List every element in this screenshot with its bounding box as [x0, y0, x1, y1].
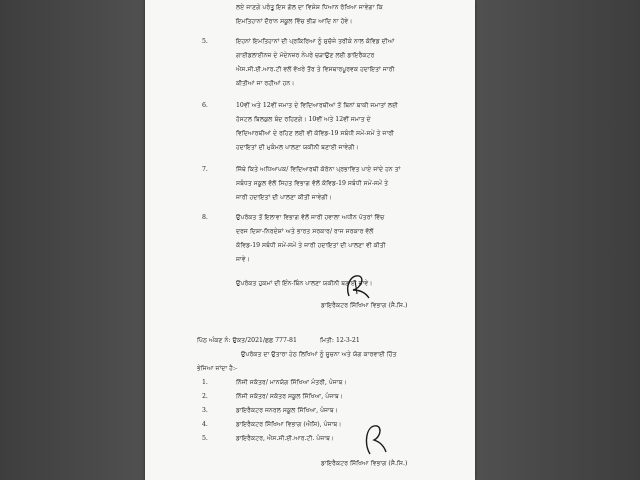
signature-2-icon	[360, 420, 390, 458]
item5-line-3: ਐਸ.ਸੀ.ਈ.ਆਰ.ਟੀ ਵਲੋਂ ਵੱਖਰੇ ਤੌਰ ਤੇ ਵਿਸਥਾਰਪੂਰਵਕ ਹਦਾਇਤਾਂ ਜਾਰੀ	[236, 66, 395, 73]
recipient-text: ਡਾਇਰੈਕਟਰ, ਐਸ.ਸੀ.ਈ.ਆਰ.ਟੀ. ਪੰਜਾਬ।	[236, 435, 335, 442]
viewer-background-left	[0, 0, 145, 480]
signature-1-icon	[341, 268, 375, 302]
recipient-number: 4.	[202, 421, 208, 428]
recipient-text: ਡਾਇਰੈਕਟਰ ਸਿੱਖਿਆ ਵਿਭਾਗ (ਐਸਿ), ਪੰਜਾਬ।	[236, 421, 342, 428]
item8-line-1: ਉਪਰੋਕਤ ਤੋਂ ਇਲਾਵਾ ਵਿਭਾਗ ਵੱਲੋਂ ਜਾਰੀ ਹਵਾਲਾ ਅਧੀਨ ਪੱਤਰਾਂ ਵਿੱਚ	[236, 214, 385, 221]
item5-line-1: ਇਹਨਾਂ ਇਮਤਿਹਾਨਾਂ ਦੀ ਪ੍ਰਕਿਰਿਆ ਨੂੰ ਸੁਚੱਜੇ ਤਰੀਕੇ ਨਾਲ ਕੋਵਿਡ ਦੀਆਂ	[236, 38, 395, 45]
copy-intro-line-1: ਉਪਰੋਕਤ ਦਾ ਉਤਾਰਾ ਹੇਠ ਲਿਖਿਆਂ ਨੂੰ ਸੂਚਨਾ ਅਤੇ ਯੋਗ ਕਾਰਵਾਈ ਹਿੱਤ	[241, 351, 397, 358]
item4-line-1: ਲਏ ਜਾਣਗੇ ਪਰੰਤੂ ਇਸ ਗੱਲ ਦਾ ਵਿਸ਼ੇਸ਼ ਧਿਆਨ ਰੱਖਿਆ ਜਾਵੇਗਾ ਕਿ	[236, 4, 383, 11]
recipient-number: 3.	[202, 407, 208, 414]
item-number: 6.	[202, 102, 208, 109]
copy-intro-line-2: ਭੇਜਿਆ ਜਾਂਦਾ ਹੈ:-	[197, 365, 238, 372]
item7-line-2: ਸਬੰਧਤ ਸਕੂਲ ਵੱਲੋਂ ਸਿਹਤ ਵਿਭਾਗ ਵੱਲੋਂ ਕੋਵਿਡ-19 ਸਬੰਧੀ ਸਮੇਂ-ਸਮੇਂ ਤੇ	[236, 180, 389, 187]
signatory-2: ਡਾਇਰੈਕਟਰ ਸਿੱਖਿਆ ਵਿਭਾਗ (ਸੈ.ਸਿ.)	[321, 460, 408, 467]
recipient-number: 1.	[202, 379, 208, 386]
recipient-number: 5.	[202, 435, 208, 442]
item6-line-4: ਹਦਾਇਤਾਂ ਦੀ ਮੁਕੰਮਲ ਪਾਲਣਾ ਯਕੀਨੀ ਬਣਾਈ ਜਾਵੇਗੀ।	[236, 144, 359, 151]
recipient-text: ਡਾਇਰੈਕਟਰ ਜਨਰਲ ਸਕੂਲ ਸਿੱਖਿਆ, ਪੰਜਾਬ।	[236, 407, 338, 414]
item-number: 7.	[202, 166, 208, 173]
closing-line: ਉਪਰੋਕਤ ਹੁਕਮਾਂ ਦੀ ਇੰਨ-ਬਿੰਨ ਪਾਲਣਾ ਯਕੀਨੀ ਬਣਾਈ ਜਾਵੇ।	[236, 280, 373, 287]
endorsement-number: ਪਿੱਠ ਅੰਕਣ ਨੰ: ਉਕਤ/2021/ਛਛ 777-81	[197, 337, 297, 344]
item-number: 5.	[202, 38, 208, 45]
item-number: 8.	[202, 214, 208, 221]
item8-line-4: ਜਾਵੇ।	[236, 256, 250, 263]
signatory-1: ਡਾਇਰੈਕਟਰ ਸਿੱਖਿਆ ਵਿਭਾਗ (ਸੈ.ਸਿ.)	[321, 302, 408, 309]
item7-line-1: ਜਿੱਥੇ ਕਿਤੇ ਅਧਿਆਪਕ/ ਵਿਦਿਆਰਥੀ ਕੋਰੋਨਾ ਪ੍ਰਭਾਵਿਤ ਪਾਏ ਜਾਂਦੇ ਹਨ ਤਾਂ	[236, 166, 401, 173]
viewer-background-right	[475, 0, 640, 480]
item5-line-2: ਗਾਈਡਲਾਈਨਜ਼ ਦੇ ਮੱਦੇਨਜ਼ਰ ਨੇਪਰੇ ਚੜਾਉਣ ਲਈ ਡਾਇਰੈਕਟਰ	[236, 52, 375, 59]
recipient-text: ਨਿੱਜੀ ਸਕੱਤਰ/ ਸਕੱਤਰ ਸਕੂਲ ਸਿੱਖਿਆ, ਪੰਜਾਬ।	[236, 393, 344, 400]
document-page	[145, 0, 475, 480]
item7-line-3: ਜਾਰੀ ਹਦਾਇਤਾਂ ਦੀ ਪਾਲਣਾ ਕੀਤੀ ਜਾਵੇਗੀ।	[236, 194, 332, 201]
item8-line-3: ਕੋਵਿਡ-19 ਸਬੰਧੀ ਸਮੇਂ-ਸਮੇਂ ਤੇ ਜਾਰੀ ਹਦਾਇਤਾਂ ਦੀ ਪਾਲਣਾ ਵੀ ਕੀਤੀ	[236, 242, 386, 249]
recipient-text: ਨਿੱਜੀ ਸਕੱਤਰ/ ਮਾਨਯੋਗ ਸਿੱਖਿਆ ਮੰਤਰੀ, ਪੰਜਾਬ।	[236, 379, 347, 386]
item6-line-3: ਵਿਦਿਆਰਥੀਆਂ ਦੇ ਰਹਿਣ ਲਈ ਵੀ ਕੋਵਿਡ-19 ਸਬੰਧੀ ਸਮੇਂ-ਸਮੇਂ ਤੇ ਜਾਰੀ	[236, 130, 394, 137]
item5-line-4: ਕੀਤੀਆਂ ਜਾ ਰਹੀਆਂ ਹਨ।	[236, 80, 295, 87]
item6-line-2: ਹੋਸਟਲ ਬਿਲਕੁਲ ਬੰਦ ਰਹਿਣਗੇ। 10ਵੀਂ ਅਤੇ 12ਵੀਂ ਜਮਾਤ ਦੇ	[236, 116, 371, 123]
endorsement-date: ਮਿਤੀ: 12-3-21	[320, 337, 360, 344]
recipient-number: 2.	[202, 393, 208, 400]
item6-line-1: 10ਵੀਂ ਅਤੇ 12ਵੀਂ ਜਮਾਤ ਦੇ ਵਿਦਿਆਰਥੀਆਂ ਤੋਂ ਬਿਨਾਂ ਬਾਕੀ ਜਮਾਤਾਂ ਲਈ	[236, 102, 398, 109]
item8-line-2: ਦਰਜ ਦਿਸ਼ਾ-ਨਿਰਦੇਸ਼ਾਂ ਅਤੇ ਭਾਰਤ ਸਰਕਾਰ/ ਰਾਜ ਸਰਕਾਰ ਵੱਲੋਂ	[236, 228, 374, 235]
item4-line-2: ਇਮਤਿਹਾਨਾਂ ਦੌਰਾਨ ਸਕੂਲ ਵਿੱਚ ਭੀੜ ਆਦਿ ਨਾ ਹੋਵੇ।	[236, 18, 353, 25]
